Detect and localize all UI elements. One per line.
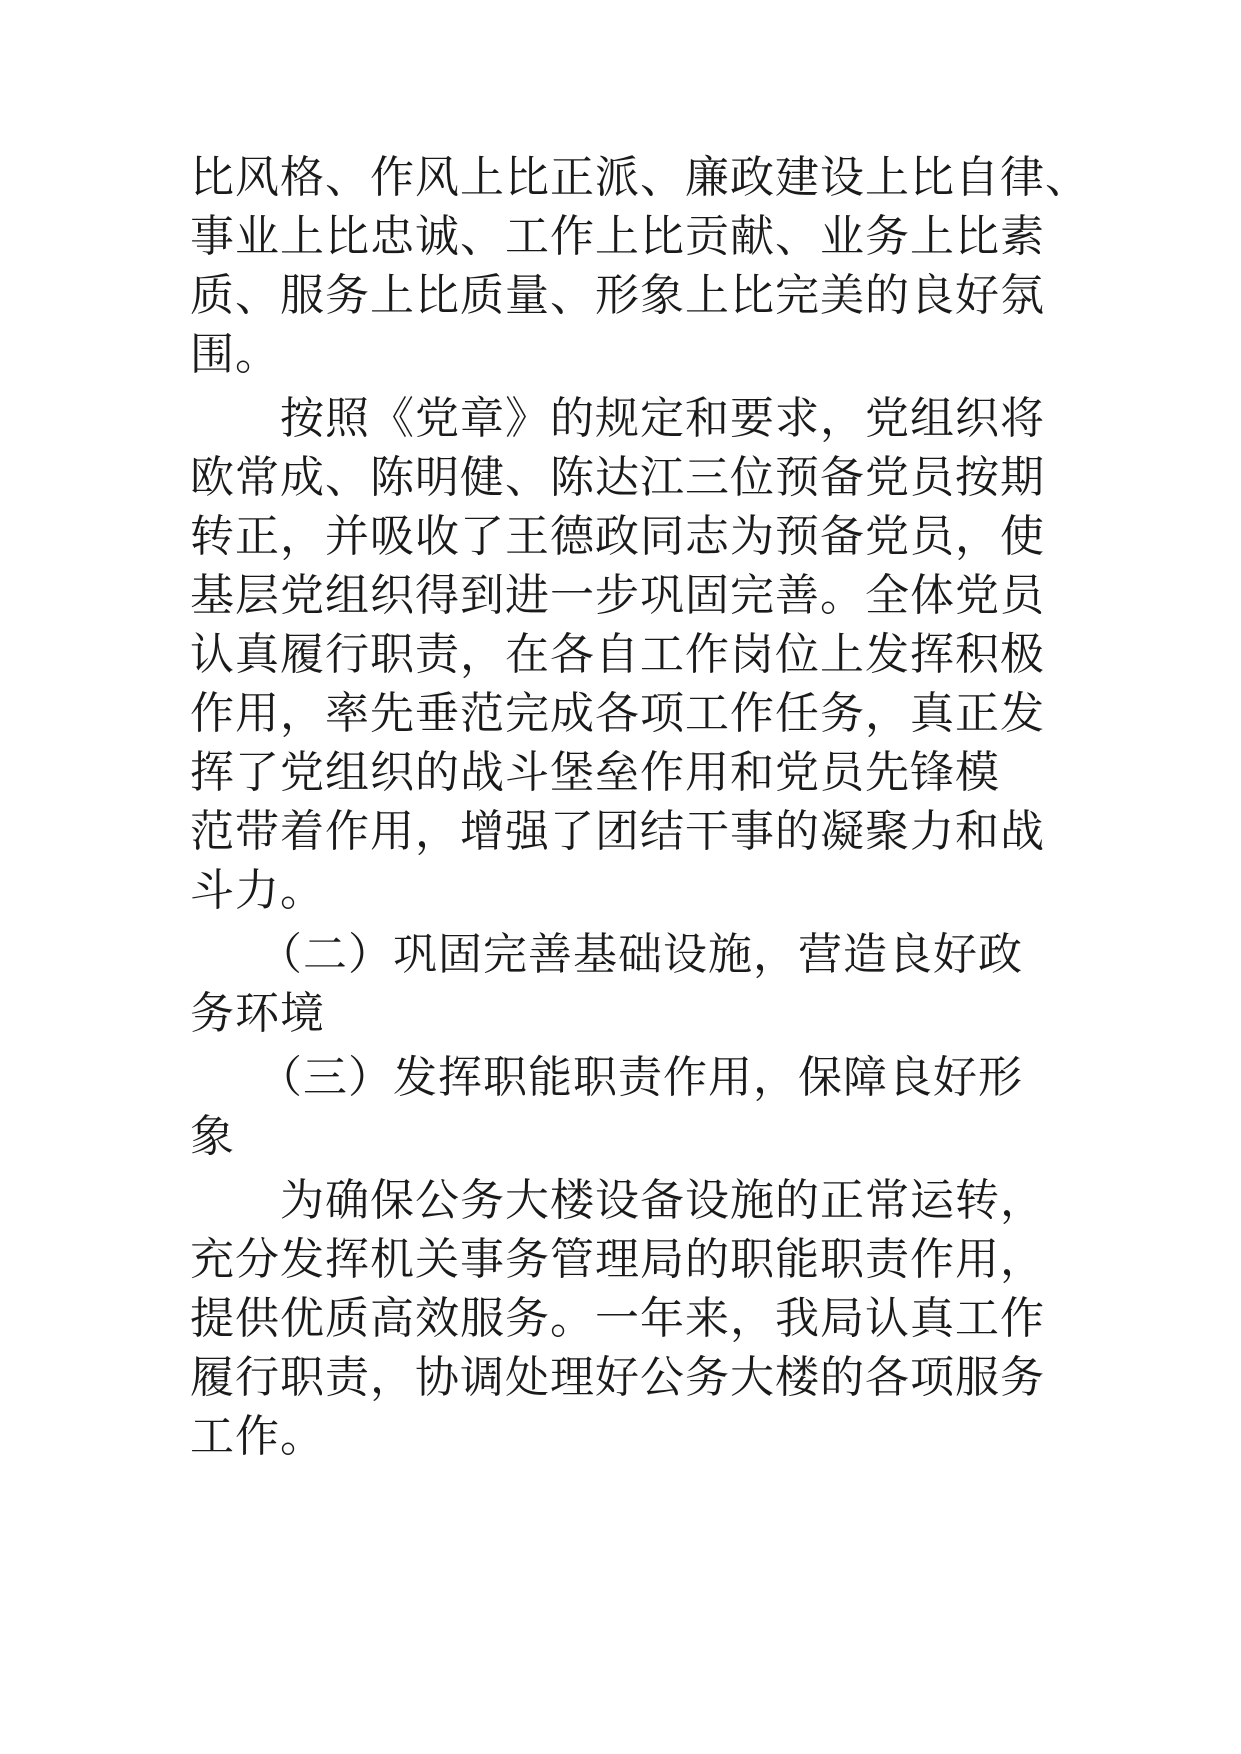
text-line: 事业上比忠诚、工作上比贡献、业务上比素 (190, 211, 1045, 262)
text-line: 斗力。 (190, 865, 325, 916)
paragraph-party-members (190, 389, 1090, 920)
text-line: （三）发挥职能职责作用，保障良好形 (190, 1052, 1023, 1103)
text-line: 欧常成、陈明健、陈达江三位预备党员按期 (190, 452, 1045, 503)
text-line: 履行职责，协调处理好公务大楼的各项服务 (190, 1352, 1045, 1403)
text-line: 作用，率先垂范完成各项工作任务，真正发 (190, 688, 1045, 739)
text-line: 象 (190, 1111, 235, 1162)
section-heading-three (190, 1048, 1090, 1166)
text-line: 挥了党组织的战斗堡垒作用和党员先锋模 (190, 747, 1000, 798)
text-line: 为确保公务大楼设备设施的正常运转， (190, 1175, 1045, 1226)
paragraph-atmosphere (190, 148, 1090, 384)
paragraph-building-services (190, 1171, 1090, 1466)
text-line: 提供优质高效服务。一年来，我局认真工作 (190, 1293, 1045, 1344)
text-line: 基层党组织得到进一步巩固完善。全体党员 (190, 570, 1045, 621)
text-line: 质、服务上比质量、形象上比完美的良好氛 (190, 270, 1045, 321)
document-body (190, 148, 1090, 1471)
text-line: 围。 (190, 329, 280, 380)
text-line: 充分发挥机关事务管理局的职能职责作用， (190, 1234, 1045, 1285)
text-line: （二）巩固完善基础设施，营造良好政 (190, 929, 1023, 980)
text-line: 比风格、作风上比正派、廉政建设上比自律、 (190, 152, 1090, 203)
text-line: 工作。 (190, 1411, 325, 1462)
text-line: 务环境 (190, 988, 325, 1039)
text-line: 范带着作用，增强了团结干事的凝聚力和战 (190, 806, 1045, 857)
text-line: 按照《党章》的规定和要求，党组织将 (190, 393, 1045, 444)
section-heading-two (190, 925, 1090, 1043)
text-line: 转正，并吸收了王德政同志为预备党员，使 (190, 511, 1045, 562)
text-line: 认真履行职责，在各自工作岗位上发挥积极 (190, 629, 1045, 680)
